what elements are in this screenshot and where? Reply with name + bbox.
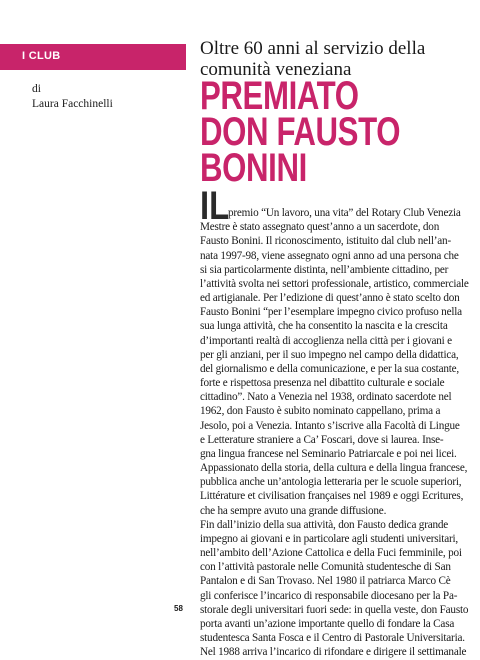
body-line: nell’ambito dell’Azione Cattolica e della Fuci femminile, poi [200, 547, 462, 560]
subtitle-line: comunità veneziana [200, 59, 352, 80]
section-label: I CLUB [22, 50, 61, 62]
body-line: impegno ai giovani e in particolare agli studenti universitari, [200, 532, 458, 545]
body-line: per gli anziani, per il suo impegno nel campo della didattica, [200, 348, 459, 361]
body-line: porta avanti un’azione importante quello di fondare la Casa [200, 617, 455, 630]
article-headline [200, 74, 401, 190]
headline-line: DON FAUSTO [200, 110, 401, 154]
body-line: 1962, don Fausto è subito nominato cappellano, prima a [200, 405, 441, 418]
body-line: forte e rispettosa presenza nel dibattito culturale e sociale [200, 377, 445, 390]
body-line: Mestre è stato assegnato quest’anno a un sacerdote, don [200, 221, 440, 234]
body-line: Fausto Bonini “per l’esemplare impegno civico profuso nella [200, 306, 462, 319]
body-line: studentesca Santa Fosca e il Centro di Pastorale Universitaria. [200, 632, 465, 645]
body-line: gna lingua francese nel Seminario Patriarcale e poi nei licei. [200, 447, 457, 460]
body-line: nata 1997-98, viene assegnato ogni anno ad una persona che [200, 249, 459, 262]
body-line: del giornalismo e della comunicazione, e per la sua costante, [200, 362, 459, 375]
body-line: si sia particolarmente distinta, nell’ambiente cittadino, per [200, 263, 449, 276]
body-line: l’attività svolta nei settori professionale, artistico, commerciale [200, 277, 469, 290]
subtitle-line: Oltre 60 anni al servizio della [200, 38, 426, 59]
body-line: Fin dall’inizio della sua attività, don Fausto dedica grande [200, 518, 449, 531]
body-line: e Letterature straniere a Ca’ Foscari, dove si laurea. Inse- [200, 433, 444, 446]
body-line: d’importanti realtà di accoglienza nella città per i giovani e [200, 334, 452, 347]
body-line: ed artigianale. Per l’edizione di quest’anno è stato scelto don [200, 292, 460, 305]
body-line: sua lunga attività, che ha consentito la nascita e la crescita [200, 320, 448, 333]
byline [32, 82, 113, 112]
body-line: Littérature et civilisation françaises nel 1989 e oggi Ecritures, [200, 490, 464, 503]
body-line: che ha sempre avuto una grande diffusione. [200, 504, 387, 517]
section-tab [0, 44, 186, 70]
body-line: pubblica anche un’antologia letteraria per le scuole superiori, [200, 476, 462, 489]
body-line: storale degli universitari fuori sede: in quella veste, don Fausto [200, 603, 469, 616]
body-line: Nel 1988 arriva l’incarico di rifondare e dirigere il settimanale [200, 646, 467, 659]
drop-cap: IL [200, 184, 230, 228]
headline-line: BONINI [200, 146, 307, 190]
body-line: Appassionato della storia, della cultura e della lingua francese, [200, 462, 468, 475]
body-line: gli conferisce l’incarico di responsabile diocesano per la Pa- [200, 589, 458, 602]
page-number: 58 [174, 604, 183, 613]
body-line: Jesolo, poi a Venezia. Intanto s’iscrive alla Facoltà di Lingue [200, 419, 460, 432]
byline-prefix: di [32, 83, 41, 95]
body-line: con l’attività pastorale nelle Comunità studentesche di San [200, 561, 451, 574]
body-line: Fausto Bonini. Il riconoscimento, istituito dal club nell’an- [200, 235, 451, 248]
byline-author: Laura Facchinelli [32, 98, 113, 110]
headline-line: PREMIATO [200, 74, 359, 118]
body-line: premio “Un lavoro, una vita” del Rotary Club Venezia [228, 207, 461, 219]
body-line: cittadino”. Nato a Venezia nel 1938, ordinato sacerdote nel [200, 391, 452, 404]
body-line: Pantalon e di San Trovaso. Nel 1980 il patriarca Marco Cè [200, 575, 451, 588]
article-body [200, 206, 468, 660]
